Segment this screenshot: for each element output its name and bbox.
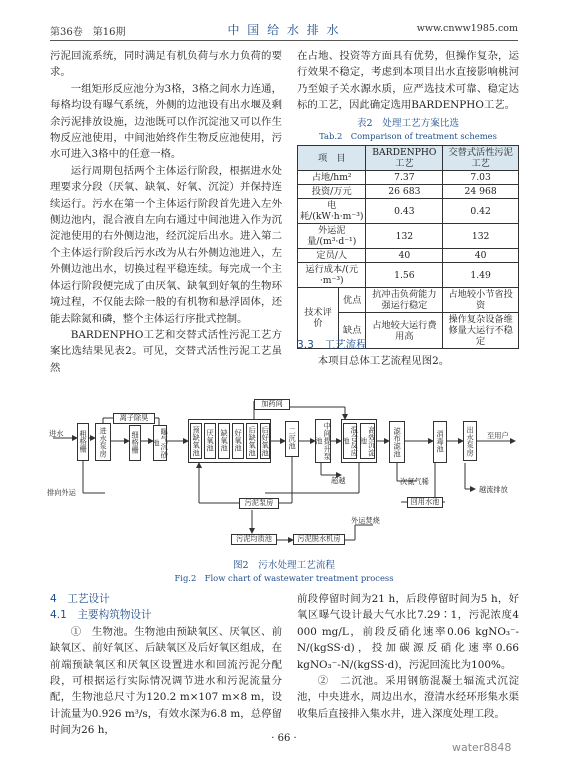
deodorization-box: 离子除臭 [113, 413, 155, 424]
table-row [298, 249, 519, 263]
figure-caption-en: Fig.2 Flow chart of wastewater treatment process [174, 573, 394, 583]
effluent-pump-box: 出水泵房 [463, 421, 477, 461]
row-label: 占地/hm² [298, 171, 366, 185]
right-column-text [297, 48, 519, 114]
paragraph: 前段停留时间为21 h，后段停留时间为5 h，好氧区曝气设计最大气水比7.29∶1，污泥浓度4 000 mg/L，前段反硝化速率0.06 kgNO₃⁻-N/(kgSS·d)，投加碳源反硝化速率0.66 kgNO₃⁻-N/(kgSS·d)，污泥回流比为100%。 [297, 593, 519, 671]
running-header [50, 18, 518, 41]
cell: 132 [366, 224, 443, 249]
coarse-screen-box: 粗格栅 [77, 423, 89, 461]
section-4-left [50, 591, 282, 739]
table-2 [297, 118, 519, 349]
intermediate-pump-box: 中间提升泵池 [315, 419, 331, 463]
cell: 占地较小节省投资 [443, 288, 519, 313]
figure-caption-cn: 图2 污水处理工艺流程 [232, 560, 336, 571]
row-label: 外运泥量/(m³·d⁻¹) [298, 224, 366, 249]
cell: 抗冲击负荷能力强运行稳定 [366, 288, 443, 313]
page-number: · 66 · [271, 733, 297, 744]
process-flow-chart [45, 397, 527, 555]
journal-website: www.cnww1985.com [416, 23, 518, 34]
cons-label: 缺点 [339, 313, 366, 349]
row-label: 电耗/(kW·h·m⁻³) [298, 199, 366, 224]
cell: 132 [443, 224, 519, 249]
section-heading: 3.3 工艺流程 [297, 339, 367, 351]
cell: 操作复杂设备维修量大运行不稳定 [443, 313, 519, 349]
sludge-pump-box: 污泥泵房 [239, 498, 279, 509]
cell: 0.43 [366, 199, 443, 224]
reuse-tank-box: 回用水池 [407, 497, 443, 508]
row-label: 定员/人 [298, 249, 366, 263]
secondary-clarifier-box: 二沉池 [285, 421, 299, 457]
anaerobic-box: 厌氧池 [204, 423, 216, 459]
table-row [298, 185, 519, 199]
eval-label: 技术评价 [298, 288, 339, 349]
inlet-label: 进水 [49, 429, 64, 438]
paragraph: 一组矩形反应池分为3格，3格之间水力连通，每格均设有曝气系统，外侧的边池设有出水堰及剩余污泥排放设施，边池既可以作沉淀池又可以作生物反应池使用，中间池始终作生物反应池使用，污水可进入3格中的任意一格。 [50, 82, 282, 161]
paragraph: 在占地、投资等方面具有优势，但操作复杂，运行效果不稳定，考虑到本项目出水直接影响桃河乃至娘子关水源水质，应严选技术可靠、稳定达标的工艺，因此确定选用BARDENPHO工艺。 [297, 50, 519, 112]
outlet-label: 至用户 [487, 431, 509, 440]
section-heading: 4 工艺设计 [50, 593, 110, 605]
paragraph: 本项目总体工艺流程见图2。 [317, 355, 450, 368]
row-label: 运行成本/(元·m⁻³) [298, 263, 366, 288]
high-rate-sedimentation-box: 高效沉淀池 [360, 423, 375, 459]
comparison-table [297, 145, 519, 349]
post-oxic-box: 后好氧池 [260, 423, 270, 459]
cell: 7.37 [366, 171, 443, 185]
volume-issue: 第36卷 第16期 [50, 27, 126, 38]
header-alternating: 交替式活性污泥工艺 [443, 146, 519, 171]
pros-label: 优点 [339, 288, 366, 313]
dewater-out-label: 外运焚烧 [351, 516, 380, 525]
table-header-row [298, 146, 519, 171]
disinfection-box: 消毒池 [433, 421, 447, 463]
paragraph: ② 二沉池。采用钢筋混凝土辐流式沉淀池，中央进水，周边出水，澄清水经环形集水渠收集后直接排入集水井，进入深度处理工段。 [297, 675, 519, 720]
cell: 7.03 [443, 171, 519, 185]
mixing-reaction-box: 混合反应池 [343, 423, 357, 459]
cell: 26 683 [366, 185, 443, 199]
paragraph: BARDENPHO工艺和交替式活性污泥工艺方案比选结果见表2。可见，交替式活性污泥工艺虽然 [50, 328, 282, 374]
paragraph: ① 生物池。生物池由预缺氧区、厌氧区、前缺氧区、前好氧区、后缺氧区及后好氧区组成，在前端预缺氧区和厌氧区设置进水和回流污泥分配段，可根据运行实际情况调节进水和污泥流量分配，生物池总尺寸为120.2 m×107 m×8 m，设计流量为0.926 m³/s，有效水深为6.8 m，总停留时间为26 h， [50, 625, 282, 737]
journal-name: 中 国 给 水 排 水 [227, 23, 341, 37]
cell: 40 [443, 249, 519, 263]
table-title-en: Tab.2 Comparison of treatment schemes [319, 131, 497, 141]
cell: 占地较大运行费用高 [366, 313, 443, 349]
cell: 1.56 [366, 263, 443, 288]
paragraph: 污泥回流系统，同时满足有机负荷与水力负荷的要求。 [50, 50, 282, 79]
oxic-box: 好氧池 [232, 423, 244, 459]
section-3-3 [297, 337, 519, 370]
figure-caption [0, 560, 568, 584]
sludge-dewatering-box: 污泥脱水机房 [293, 534, 345, 545]
grit-chamber-box: 曝气沉砂池 [153, 425, 167, 461]
paragraph: 运行周期包括两个主体运行阶段，根据进水处理要求分段（厌氧、缺氧、好氧、沉淀）并保持连续运行。污水在第一个主体运行阶段首先进入左外侧边池内，混合液自左向右通过中间池进入作为沉淀池使用的右外侧边池，经沉淀后出水。进入第二个主体运行阶段后污水改为从右外侧边池进入，左外侧边池出水，切换过程平稳连续。每完成一个主体运行阶段便完成了由厌氧、缺氧到好氧的生物环境过程，不仅能去除一般的有机物和悬浮固体，还能去除氮和磷，整个主体运行序批式控制。 [50, 164, 282, 325]
cloth-filter-box: 滤布滤池 [389, 421, 405, 463]
cell: 40 [366, 249, 443, 263]
fine-screen-box: 细格栅 [129, 425, 141, 461]
bypass-label: 超越 [331, 476, 346, 485]
watermark: water8848 [452, 741, 512, 754]
cell: 24 968 [443, 185, 519, 199]
table-row [298, 224, 519, 249]
table-row [298, 171, 519, 185]
header-item: 项 目 [298, 146, 366, 171]
table-title-cn: 表2 处理工艺方案比选 [356, 118, 460, 129]
lift-pump-box: 进水泵房 [95, 423, 111, 461]
section-4-right [297, 591, 519, 722]
drain-label: 排向外运 [47, 488, 76, 497]
overflow-label: 越流排放 [479, 485, 508, 494]
row-label: 投资/万元 [298, 185, 366, 199]
subsection-heading: 4.1 主要构筑物设计 [50, 609, 152, 622]
anoxic-box: 缺氧池 [218, 423, 230, 459]
header-bardenpho: BARDENPHO工艺 [366, 146, 443, 171]
cell: 0.42 [443, 199, 519, 224]
table-row [298, 288, 519, 313]
backwash-label: 次氮气稀 [400, 477, 429, 486]
dosing-room-box: 加药间 [254, 399, 290, 410]
post-anoxic-box: 后缺氧池 [246, 423, 258, 459]
table-row [298, 199, 519, 224]
table-row [298, 263, 519, 288]
pre-anoxic-box: 预缺氧池 [190, 423, 202, 459]
sludge-homogenizer-box: 污泥均质池 [231, 534, 277, 545]
cell: 1.49 [443, 263, 519, 288]
left-column-text [50, 48, 282, 376]
